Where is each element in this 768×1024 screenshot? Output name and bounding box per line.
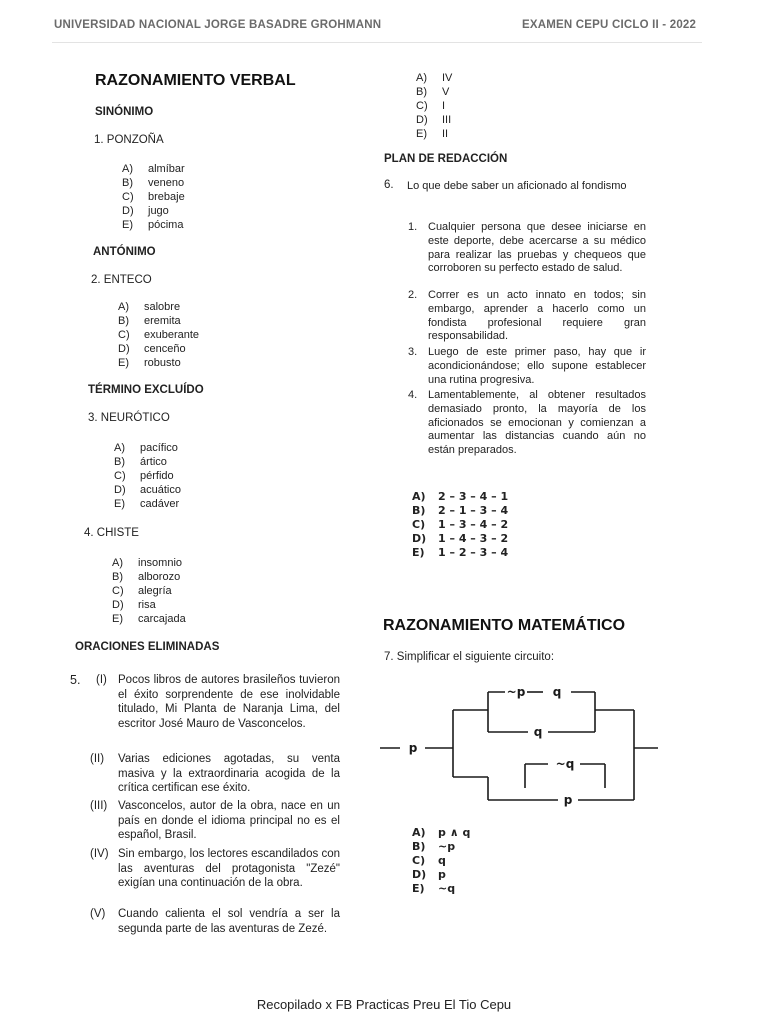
option-text: brebaje [148,191,185,203]
option-letter: D) [118,343,130,355]
option-letter: D) [114,484,126,496]
option-text: ~q [438,882,456,895]
option-letter: E) [122,219,133,231]
option-row [112,612,186,626]
option-text: salobre [144,301,181,313]
option-text: almíbar [148,163,185,175]
question-5-number: 5. [70,673,81,687]
sentence-text: Luego de este primer paso, hay que ir acondicionándose; ello supone establecer una rutina progresiva. [428,346,646,386]
option-letter: A) [112,557,123,569]
option-text: q [438,854,446,867]
question-7: 7. Simplificar el siguiente circuito: [384,651,555,663]
option-row [118,314,199,328]
switch-q-mid: q [533,725,543,739]
sentence-roman-number: (III) [90,800,108,812]
option-letter: B) [112,571,123,583]
option-text: acuático [140,484,181,496]
option-row [114,483,181,497]
option-text: exuberante [144,329,200,341]
option-text: 2 – 1 – 3 – 4 [438,504,509,517]
option-row [122,190,185,204]
option-row [112,570,186,584]
question-6-number: 6. [384,179,394,191]
option-text: veneno [148,177,185,189]
option-row [416,99,452,113]
option-row [412,518,508,532]
heading-plan-redaccion: PLAN DE REDACCIÓN [384,153,508,165]
option-row [118,300,199,314]
heading-antonimo: ANTÓNIMO [93,246,156,258]
sentence-number: 3. [408,346,418,358]
switch-p-bottom: p [563,793,573,807]
option-row [122,218,185,232]
option-row [112,556,186,570]
option-row [416,113,452,127]
option-text: pacífico [140,442,178,454]
options-q2 [118,300,199,370]
option-text: pócima [148,219,184,231]
question-1: 1. PONZOÑA [94,134,164,146]
sentence-text: Lamentablemente, al obtener resultados demasiado pronto, la mayoría de los aficionados se emocionan y comienzan a aumentar las distancias cuando aún no están preparados. [428,389,646,457]
option-letter: D) [412,532,427,545]
options-q5 [416,71,452,141]
option-text: 2 – 3 – 4 – 1 [438,490,509,503]
sentence-item [408,389,646,458]
option-letter: A) [118,301,129,313]
sentence-roman-number: (I) [96,674,107,686]
option-letter: A) [412,490,426,503]
sentence-roman-number: (V) [90,908,106,920]
option-row [416,71,452,85]
option-text: p ∧ q [438,826,471,839]
option-row [114,455,181,469]
option-row [416,85,452,99]
option-row [412,868,470,882]
switch-not-p: ~p [506,685,526,699]
option-letter: B) [412,504,426,517]
option-text: alborozo [138,571,181,583]
option-row [122,204,185,218]
option-letter: C) [416,100,428,112]
switch-not-q: ~q [555,757,575,771]
option-letter: A) [114,442,125,454]
question-3: 3. NEURÓTICO [88,412,170,424]
option-text: alegría [138,585,172,597]
sentence-text: Cualquier persona que desee iniciarse en este deporte, debe acercarse a su médico para realizar las pruebas y chequeos que corroboren su perfecto estado de salud. [428,221,646,275]
option-row [412,504,508,518]
option-row [412,854,470,868]
sentence-roman-number: (II) [90,753,105,765]
option-text: II [442,128,449,140]
header-divider [52,42,702,43]
sentence-item [408,346,646,387]
option-row [112,598,186,612]
sentence-text: Correr es un acto innato en todos; sin embargo, aprender a hacerlo como un fondista profesional requiere gran responsabilidad. [428,289,646,343]
option-letter: B) [416,86,427,98]
option-row [412,490,508,504]
option-letter: D) [122,205,134,217]
option-text: III [442,114,452,126]
option-text: cadáver [140,498,180,510]
option-letter: D) [416,114,428,126]
option-text: cenceño [144,343,186,355]
sentence-text: Pocos libros de autores brasileños tuvieron el éxito sorprendente de ese inolvidable titulado, Mi Planta de Naranja Lima, del escritor José Mauro de Vasconcelos. [118,674,340,730]
question-4: 4. CHISTE [84,527,139,539]
university-name: UNIVERSIDAD NACIONAL JORGE BASADRE GROHMANN [54,19,382,31]
option-letter: C) [112,585,124,597]
sentence-item [408,221,646,276]
exam-title: EXAMEN CEPU CICLO II - 2022 [522,19,697,31]
eliminated-sentence [90,799,340,843]
option-row [412,882,470,896]
options-q7 [412,826,470,896]
switch-q-top: q [552,685,562,699]
option-row [412,532,508,546]
option-letter: C) [118,329,130,341]
option-row [412,546,508,560]
eliminated-sentence [90,847,340,891]
option-row [412,826,470,840]
heading-termino-excluido: TÉRMINO EXCLUÍDO [88,384,204,396]
option-text: insomnio [138,557,183,569]
circuit-diagram [380,680,665,815]
option-text: jugo [148,205,169,217]
option-text: 1 – 4 – 3 – 2 [438,532,509,545]
option-letter: D) [112,599,124,611]
option-row [114,469,181,483]
switch-p-main: p [408,741,418,755]
option-row [118,328,199,342]
footer-credit: Recopilado x FB Practicas Preu El Tio Cepu [256,997,512,1012]
option-row [122,162,185,176]
option-row [118,356,199,370]
option-letter: B) [122,177,133,189]
eliminated-sentence [90,907,340,936]
eliminated-sentence [96,673,340,731]
options-q3 [114,441,181,511]
option-text: I [442,100,446,112]
option-row [416,127,452,141]
option-letter: A) [416,72,427,84]
eliminated-sentence [90,752,340,796]
option-letter: C) [122,191,134,203]
option-letter: C) [114,470,126,482]
option-letter: A) [412,826,426,839]
option-letter: A) [122,163,133,175]
option-letter: E) [118,357,129,369]
option-letter: E) [416,128,427,140]
option-letter: D) [412,868,427,881]
question-2: 2. ENTECO [91,274,152,286]
option-row [412,840,470,854]
option-letter: C) [412,518,426,531]
option-row [112,584,186,598]
option-text: 1 – 2 – 3 – 4 [438,546,509,559]
heading-sinonimo: SINÓNIMO [95,106,154,118]
section-title-verbal: RAZONAMIENTO VERBAL [95,72,296,89]
sentence-number: 4. [408,389,418,401]
option-text: V [442,86,450,98]
option-text: 1 – 3 – 4 – 2 [438,518,509,531]
option-text: carcajada [138,613,186,625]
option-text: robusto [144,357,181,369]
sentence-text: Sin embargo, los lectores escandilados con las aventuras del protagonista "Zezé" exigían una continuación de la obra. [118,848,340,890]
option-letter: E) [412,882,425,895]
option-letter: E) [114,498,125,510]
option-letter: B) [118,315,129,327]
option-letter: B) [412,840,426,853]
sentence-roman-number: (IV) [90,848,109,860]
options-q4 [112,556,186,626]
option-row [122,176,185,190]
options-q1 [122,162,185,232]
option-letter: E) [412,546,425,559]
section-title-matematico: RAZONAMIENTO MATEMÁTICO [383,617,626,634]
option-letter: C) [412,854,426,867]
option-row [118,342,199,356]
option-letter: B) [114,456,125,468]
sentence-number: 2. [408,289,418,301]
option-row [114,497,181,511]
sentence-text: Varias ediciones agotadas, su venta masiva y la extraordinaria acogida de la crítica certifican ese éxito. [118,753,340,795]
question-6-text: Lo que debe saber un aficionado al fondismo [407,180,627,192]
sentence-text: Cuando calienta el sol vendría a ser la segunda parte de las aventuras de Zezé. [118,908,340,935]
option-row [114,441,181,455]
sentence-number: 1. [408,221,418,233]
sentence-text: Vasconcelos, autor de la obra, nace en un país en donde el idioma principal no es el español, Brasil. [118,800,340,842]
options-q6 [412,490,508,560]
option-text: eremita [144,315,181,327]
option-text: risa [138,599,156,611]
option-text: IV [442,72,453,84]
option-letter: E) [112,613,123,625]
option-text: ártico [140,456,167,468]
option-text: p [438,868,446,881]
option-text: pérfido [140,470,174,482]
sentence-item [408,289,646,344]
option-text: ~p [438,840,456,853]
heading-oraciones-eliminadas: ORACIONES ELIMINADAS [75,641,220,653]
